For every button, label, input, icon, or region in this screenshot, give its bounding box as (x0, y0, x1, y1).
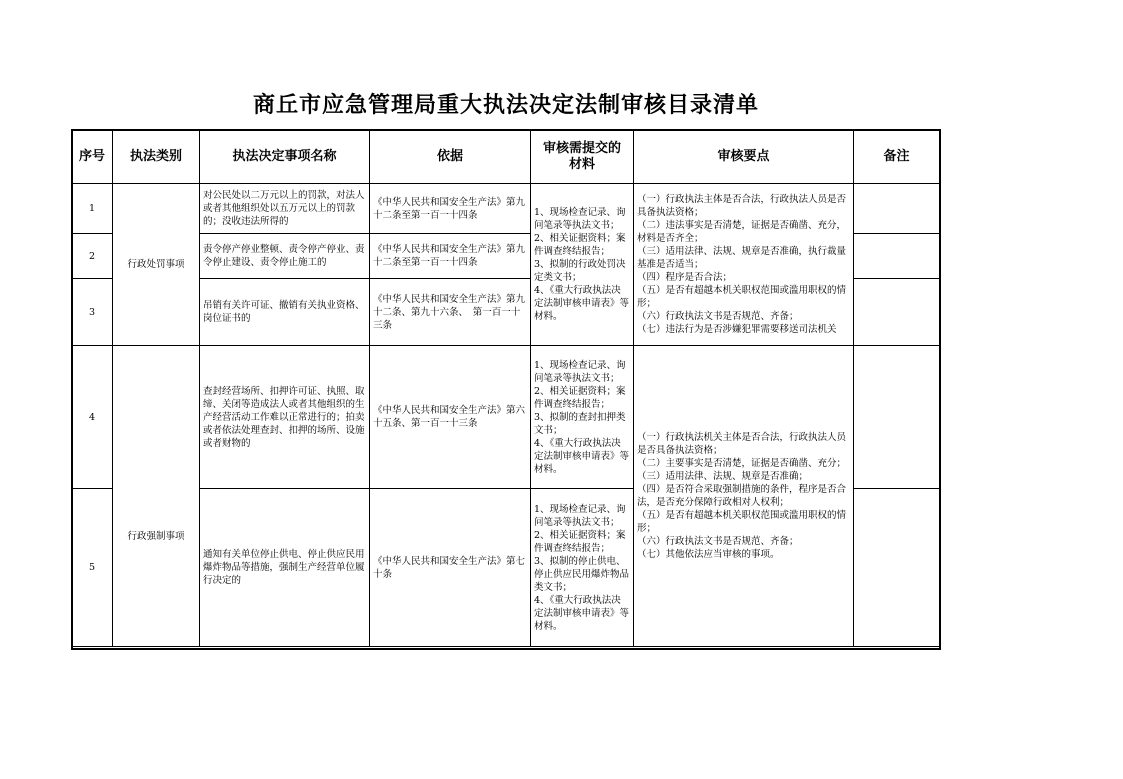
item-name: 吊销有关许可证、撤销有关执业资格、岗位证书的 (200, 279, 370, 346)
table-row (72, 346, 940, 489)
materials: 1、现场检查记录、询问笔录等执法文书； 2、相关证据资料；案件调查终结报告； 3、拟制的查封扣押类文书； 4、《重大行政执法决定法制审核申请表》等材料。 (531, 346, 634, 489)
header-materials: 审核需提交的 材料 (531, 130, 634, 184)
review-points: （一）行政执法主体是否合法，行政执法人员是否具备执法资格； （二）违法事实是否清楚，证据是否确凿、充分，材料是否齐全； （三）适用法律、法规、规章是否准确，执行裁量基准是否适当； （四）程序是否合法； （五）是否有超越本机关职权范围或滥用职权的情形； （六）行政执法文书是否规范、齐备； （七）违法行为是否涉嫌犯罪需要移送司法机关 (634, 184, 854, 346)
header-no: 序号 (72, 130, 113, 184)
page-title: 商丘市应急管理局重大执法决定法制审核目录清单 (252, 93, 759, 118)
basis: 《中华人民共和国安全生产法》第七十条 (370, 489, 531, 647)
materials: 1、现场检查记录、询问笔录等执法文书； 2、相关证据资料；案件调查终结报告； 3、拟制的停止供电、停止供应民用爆炸物品类文书； 4、《重大行政执法决定法制审核申请表》等材料。 (531, 489, 634, 647)
materials: 1、现场检查记录、询问笔录等执法文书； 2、相关证据资料；案件调查终结报告； 3、拟制的行政处罚决定类文书； 4、《重大行政执法决定法制审核申请表》等材料。 (531, 184, 634, 346)
review-points: （一）行政执法机关主体是否合法，行政执法人员是否具备执法资格； （二）主要事实是否清楚，证据是否确凿、充分； （三）适用法律、法规、规章是否准确； （四）是否符合采取强制措施的条件，程序是否合法，是否充分保障行政相对人权利； （五）是否有超越本机关职权范围或滥用职权的情形； （六）行政执法文书是否规范、齐备； （七）其他依法应当审核的事项。 (634, 346, 854, 647)
basis: 《中华人民共和国安全生产法》第九十二条至第一百一十四条 (370, 234, 531, 279)
header-remarks: 备注 (854, 130, 940, 184)
row-number: 3 (72, 279, 113, 346)
basis: 《中华人民共和国安全生产法》第九十二条、第九十六条、 第一百一十三条 (370, 279, 531, 346)
row-number: 1 (72, 184, 113, 234)
table-row (72, 184, 940, 234)
remarks (854, 234, 940, 279)
item-name: 通知有关单位停止供电、停止供应民用爆炸物品等措施，强制生产经营单位履行决定的 (200, 489, 370, 647)
item-name: 对公民处以二万元以上的罚款，对法人或者其他组织处以五万元以上的罚款的；没收违法所得的 (200, 184, 370, 234)
row-number: 5 (72, 489, 113, 647)
remarks (854, 279, 940, 346)
item-name: 查封经营场所、扣押许可证、执照、取缔、关闭等造成法人或者其他组织的生产经营活动工作难以正常进行的；拍卖或者依法处理查封、扣押的场所、设施或者财物的 (200, 346, 370, 489)
remarks (854, 489, 940, 647)
review-list-table (71, 129, 940, 647)
header-review-points: 审核要点 (634, 130, 854, 184)
basis: 《中华人民共和国安全生产法》第六十五条、第一百一十三条 (370, 346, 531, 489)
row-number: 2 (72, 234, 113, 279)
basis: 《中华人民共和国安全生产法》第九十二条至第一百一十四条 (370, 184, 531, 234)
remarks (854, 184, 940, 234)
item-name: 责令停产停业整顿、责令停产停业、责令停止建设、责令停止施工的 (200, 234, 370, 279)
header-basis: 依据 (370, 130, 531, 184)
header-item-name: 执法决定事项名称 (200, 130, 370, 184)
header-category: 执法类别 (113, 130, 200, 184)
row-number: 4 (72, 346, 113, 489)
category-penalty: 行政处罚事项 (113, 184, 200, 346)
remarks (854, 346, 940, 489)
category-coercion: 行政强制事项 (113, 346, 200, 647)
header-row (72, 130, 940, 184)
